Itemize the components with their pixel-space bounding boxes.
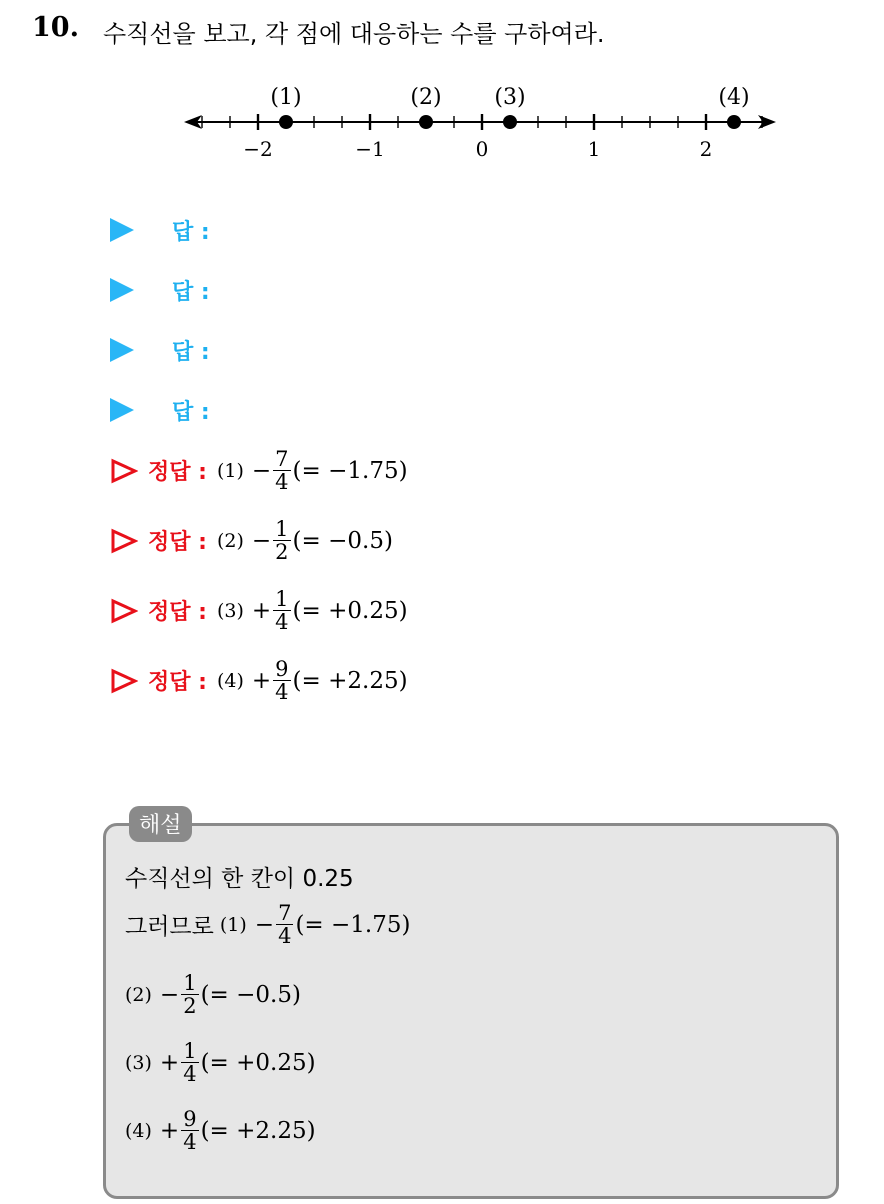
solution-math [217, 448, 408, 493]
solution-row-3 [110, 588, 408, 633]
explanation-line-4 [125, 1040, 316, 1085]
numerator: 9 [275, 657, 289, 681]
point-marker [727, 115, 741, 129]
denominator: 2 [275, 540, 289, 565]
denominator: 4 [275, 680, 289, 705]
point-marker [419, 115, 433, 129]
solution-label: 정답 : [148, 530, 207, 556]
explanation-math [125, 1040, 316, 1085]
explanation-math [125, 1108, 316, 1153]
explanation-math [220, 902, 411, 947]
explanation-text: 수직선의 한 칸이 0.25 [125, 866, 354, 892]
denominator: 4 [275, 470, 289, 495]
fraction [181, 972, 198, 1017]
numerator: 1 [183, 971, 197, 995]
numerator: 9 [183, 1107, 197, 1131]
item-number: (2) [125, 983, 152, 1006]
sign: − [251, 457, 272, 484]
point-label: (2) [410, 85, 442, 110]
explanation-line-3 [125, 972, 301, 1017]
fraction [276, 902, 293, 947]
outline-triangle-icon [110, 528, 138, 554]
solution-row-4 [110, 658, 408, 703]
denominator: 4 [275, 610, 289, 635]
point-marker [503, 115, 517, 129]
explanation-math [125, 972, 301, 1017]
point-label: (1) [270, 85, 302, 110]
fraction [273, 518, 290, 563]
solution-math [217, 658, 408, 703]
explanation-line-2 [125, 902, 410, 947]
tick-label: 1 [587, 137, 601, 161]
sign: + [251, 597, 272, 624]
sign: − [159, 981, 180, 1008]
point-label: (4) [718, 85, 750, 110]
decimal-equivalent: (= +2.25) [292, 667, 408, 694]
explanation-line-5 [125, 1108, 316, 1153]
sign: − [254, 911, 275, 938]
denominator: 4 [183, 1062, 197, 1087]
play-triangle-icon [110, 398, 134, 422]
solution-label: 정답 : [148, 460, 207, 486]
solution-math [217, 518, 393, 563]
question-text: 수직선을 보고, 각 점에 대응하는 수를 구하여라. [103, 20, 605, 48]
explanation-prefix: 그러므로 [125, 914, 214, 941]
outline-triangle-icon [110, 668, 138, 694]
solution-label: 정답 : [148, 670, 207, 696]
solution-row-1 [110, 448, 408, 493]
answer-row-4 [110, 390, 210, 430]
answer-row-2 [110, 270, 210, 310]
question-number: 10. [32, 12, 79, 43]
numerator: 1 [275, 517, 289, 541]
numerator: 7 [278, 901, 292, 925]
tick-label: 0 [475, 137, 489, 161]
item-number: (4) [216, 669, 244, 692]
decimal-equivalent: (= −0.5) [292, 527, 393, 554]
item-number: (2) [216, 529, 244, 552]
tick-label: −2 [243, 137, 273, 161]
denominator: 4 [278, 924, 292, 949]
point-label: (3) [494, 85, 526, 110]
explanation-line-1 [125, 860, 360, 893]
sign: + [251, 667, 272, 694]
fraction [181, 1040, 198, 1085]
decimal-equivalent: (= −1.75) [295, 911, 411, 938]
play-triangle-icon [110, 218, 134, 242]
answer-label: 답 : [172, 339, 210, 365]
fraction [273, 658, 290, 703]
item-number: (3) [216, 599, 244, 622]
decimal-equivalent: (= +0.25) [292, 597, 408, 624]
tick-label: −1 [355, 137, 385, 161]
point-marker [279, 115, 293, 129]
decimal-equivalent: (= −0.5) [200, 981, 301, 1008]
decimal-equivalent: (= −1.75) [292, 457, 408, 484]
explanation-tab: 해설 [129, 806, 192, 842]
fraction [273, 588, 290, 633]
item-number: (3) [125, 1051, 152, 1074]
answer-label: 답 : [172, 279, 210, 305]
denominator: 2 [183, 994, 197, 1019]
outline-triangle-icon [110, 458, 138, 484]
answer-label: 답 : [172, 399, 210, 425]
item-number: (4) [125, 1119, 152, 1142]
answer-label: 답 : [172, 219, 210, 245]
answer-row-1 [110, 210, 210, 250]
sign: − [251, 527, 272, 554]
numerator: 1 [183, 1039, 197, 1063]
solution-math [217, 588, 408, 633]
numerator: 1 [275, 587, 289, 611]
play-triangle-icon [110, 338, 134, 362]
numerator: 7 [275, 447, 289, 471]
number-line [170, 70, 790, 170]
sign: + [159, 1049, 180, 1076]
sign: + [159, 1117, 180, 1144]
tick-label: 2 [699, 137, 713, 161]
fraction [273, 448, 290, 493]
fraction [181, 1108, 198, 1153]
decimal-equivalent: (= +0.25) [200, 1049, 316, 1076]
item-number: (1) [216, 459, 244, 482]
solution-row-2 [110, 518, 393, 563]
play-triangle-icon [110, 278, 134, 302]
denominator: 4 [183, 1130, 197, 1155]
answer-row-3 [110, 330, 210, 370]
solution-label: 정답 : [148, 600, 207, 626]
decimal-equivalent: (= +2.25) [200, 1117, 316, 1144]
item-number: (1) [219, 913, 247, 936]
outline-triangle-icon [110, 598, 138, 624]
